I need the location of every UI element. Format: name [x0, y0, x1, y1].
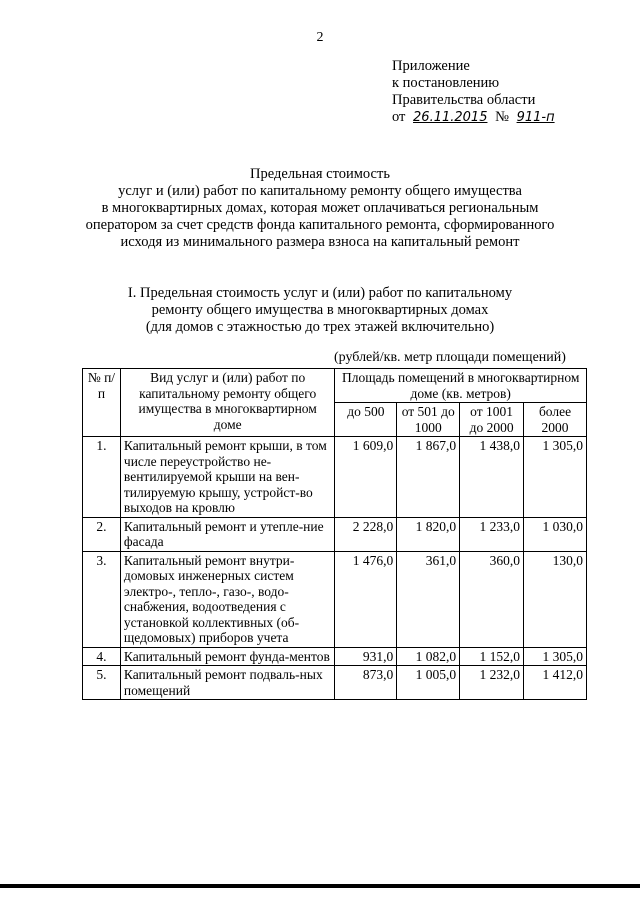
row-value: 1 305,0: [524, 437, 587, 518]
row-value: 1 305,0: [524, 647, 587, 666]
table-row: [83, 437, 587, 518]
row-value: 1 476,0: [335, 551, 397, 647]
appendix-date-line: [392, 109, 559, 126]
header-service: Вид услуг и (или) работ по капитальному ремонту общего имущества в многоквартирном доме: [120, 369, 335, 437]
title-line-3: в многоквартирных домах, которая может оплачиваться региональным: [101, 200, 539, 216]
section-line-1: I. Предельная стоимость услуг и (или) работ по капитальному: [127, 285, 513, 301]
table-row: [83, 551, 587, 647]
bottom-rule: [0, 884, 640, 888]
row-value: 130,0: [524, 551, 587, 647]
row-value: 1 232,0: [460, 666, 524, 700]
row-value: 2 228,0: [335, 517, 397, 551]
title-line-5: исходя из минимального размера взноса на капитальный ремонт: [120, 234, 520, 250]
row-value: 931,0: [335, 647, 397, 666]
row-num: 3.: [83, 551, 121, 647]
title-line-4: оператором за счет средств фонда капитального ремонта, сформированного: [85, 217, 555, 233]
row-num: 1.: [83, 437, 121, 518]
section-line-3: (для домов с этажностью до трех этажей включительно): [145, 319, 495, 335]
document-title: [0, 166, 640, 251]
handwritten-number: 911-п: [516, 110, 555, 125]
appendix-block: [392, 58, 559, 126]
title-line-2: услуг и (или) работ по капитальному ремонту общего имущества: [118, 183, 522, 199]
row-value: 873,0: [335, 666, 397, 700]
date-prefix: от: [392, 109, 406, 125]
page-number: 2: [316, 30, 324, 45]
row-service: Капитальный ремонт крыши, в том числе переустройство не-вентилируемой крыши на вен-тилируемую крышу, устройст-во выходов на кровлю: [120, 437, 335, 518]
row-num: 4.: [83, 647, 121, 666]
row-value: 1 412,0: [524, 666, 587, 700]
row-value: 1 867,0: [397, 437, 460, 518]
header-area: Площадь помещений в многоквартирном доме (кв. метров): [335, 369, 587, 403]
title-line-1: Предельная стоимость: [250, 166, 390, 182]
section-line-2: ремонту общего имущества в многоквартирных домах: [151, 302, 489, 318]
appendix-line-2: к постановлению: [392, 75, 500, 91]
row-value: 1 152,0: [460, 647, 524, 666]
row-value: 1 609,0: [335, 437, 397, 518]
header-col-3: от 1001 до 2000: [460, 403, 524, 437]
row-value: 1 005,0: [397, 666, 460, 700]
handwritten-date: 26.11.2015: [413, 110, 488, 125]
row-service: Капитальный ремонт внутри-домовых инженерных систем электро-, тепло-, газо-, водо-снабжения, водоотведения с установкой коллективных (об-щедомовых) приборов учета: [120, 551, 335, 647]
row-num: 2.: [83, 517, 121, 551]
section-heading: [0, 285, 640, 336]
row-service: Капитальный ремонт подваль-ных помещений: [120, 666, 335, 700]
appendix-line-1: Приложение: [392, 58, 470, 74]
table-row: [83, 666, 587, 700]
row-value: 1 820,0: [397, 517, 460, 551]
number-prefix: №: [495, 109, 509, 125]
table-row: [83, 517, 587, 551]
row-value: 360,0: [460, 551, 524, 647]
units-note: (рублей/кв. метр площади помещений): [334, 350, 566, 365]
header-col-2: от 501 до 1000: [397, 403, 460, 437]
cost-table: [82, 368, 587, 700]
row-value: 1 438,0: [460, 437, 524, 518]
row-service: Капитальный ремонт фунда-ментов: [120, 647, 335, 666]
table-row: [83, 647, 587, 666]
row-num: 5.: [83, 666, 121, 700]
row-value: 361,0: [397, 551, 460, 647]
header-num: № п/п: [83, 369, 121, 437]
row-value: 1 030,0: [524, 517, 587, 551]
header-col-4: более 2000: [524, 403, 587, 437]
header-col-1: до 500: [335, 403, 397, 437]
row-value: 1 233,0: [460, 517, 524, 551]
row-service: Капитальный ремонт и утепле-ние фасада: [120, 517, 335, 551]
appendix-line-3: Правительства области: [392, 92, 536, 108]
row-value: 1 082,0: [397, 647, 460, 666]
